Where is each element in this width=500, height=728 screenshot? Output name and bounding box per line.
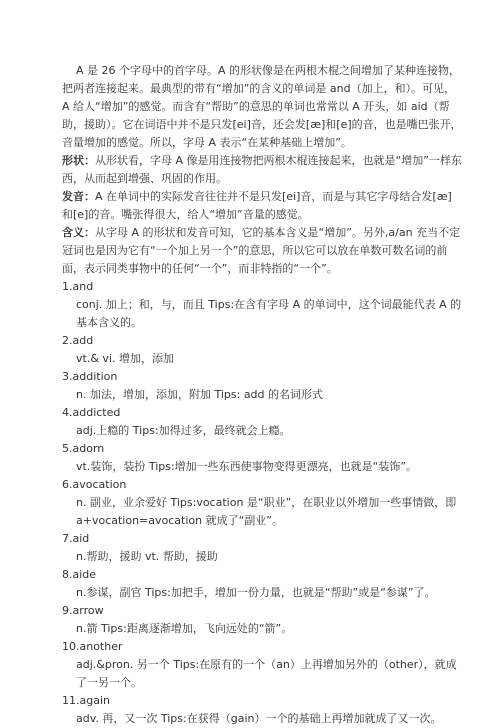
form-paragraph <box>62 152 462 188</box>
list-item <box>62 692 462 728</box>
list-item <box>62 602 462 638</box>
entry-definition: n. 加法，增加，添加，附加 Tips: add 的名词形式 <box>76 388 324 401</box>
entry-definition: n.参谋，副官 Tips:加把手，增加一份力量，也就是“帮助”或是“参谋”了。 <box>76 586 436 599</box>
entry-word: 6.avocation <box>62 478 127 491</box>
entry-definition: conj. 加上；和，与，而且 Tips:在含有字母 A 的单词中，这个词最能代表 A 的基本含义的。 <box>76 298 462 329</box>
entry-word: 5.adorn <box>62 442 105 455</box>
form-text: 从形状看，字母 A 像是用连接物把两根木棍连接起来，也就是“增加”一样东西，从而起到增强、巩固的作用。 <box>62 154 462 185</box>
entry-word: 10.another <box>62 640 123 653</box>
entry-word: 2.add <box>62 334 94 347</box>
entry-definition: vt.装饰，装扮 Tips:增加一些东西使事物变得更漂亮，也就是“装饰”。 <box>76 460 418 473</box>
entry-definition: vt.& vi. 增加，添加 <box>76 352 174 365</box>
list-item <box>62 368 462 404</box>
meaning-label: 含义： <box>62 226 95 239</box>
sound-label: 发音： <box>62 190 95 203</box>
entry-definition: adj.&pron. 另一个 Tips:在原有的一个（an）上再增加另外的（other），就成了一另一个。 <box>76 658 457 689</box>
entry-word: 4.addicted <box>62 406 121 419</box>
intro-section <box>62 62 462 278</box>
entry-definition: n.帮助，援助 vt. 帮助，援助 <box>76 550 218 563</box>
entry-definition: n.箭 Tips:距离逐渐增加，飞向远处的“箭”。 <box>76 622 293 635</box>
entry-word: 9.arrow <box>62 604 104 617</box>
form-label: 形状： <box>62 154 95 167</box>
entry-word: 11.again <box>62 694 110 707</box>
entry-definition: adj.上瘾的 Tips:加得过多，最终就会上瘾。 <box>76 424 291 437</box>
entry-definition: n. 副业，业余爱好 Tips:vocation 是“职业”，在职业以外增加一些事情做，即 a+vocation=avocation 就成了“副业”。 <box>76 496 457 527</box>
word-list <box>62 278 462 728</box>
list-item <box>62 566 462 602</box>
entry-definition: adv. 再，又一次 Tips:在获得（gain）一个的基础上再增加就成了又一次。 <box>76 712 442 725</box>
list-item <box>62 476 462 530</box>
list-item <box>62 440 462 476</box>
entry-word: 3.addition <box>62 370 118 383</box>
list-item <box>62 278 462 332</box>
entry-word: 1.and <box>62 280 94 293</box>
shape-paragraph: A 是 26 个字母中的首字母。A 的形状像是在两根木棍之间增加了某种连接物，把两者连接起来。最典型的带有“增加”的含义的单词是 and（加上，和）。可见，A 给人“增加”的感觉。而含有“帮助”的意思的单词也常常以 A 开头，如 aid（帮助，援助）。它在词语中并不是只发[ei]音，还会发[æ]和[e]的音，也是嘴巴张开，音量增加的感觉。所以，字母 A 表示“在某种基础上增加”。 <box>62 64 462 149</box>
sound-text: A 在单词中的实际发音往往并不是只发[ei]音，而是与其它字母结合发[æ]和[e]的音。嘴张得很大，给人“增加”音量的感觉。 <box>62 190 452 221</box>
entry-word: 8.aide <box>62 568 97 581</box>
sound-paragraph <box>62 188 462 224</box>
list-item <box>62 638 462 692</box>
list-item <box>62 404 462 440</box>
meaning-text: 从字母 A 的形状和发音可知，它的基本含义是“增加”。另外,a/an 充当不定冠词也是因为它有“一个加上另一个”的意思，所以它可以放在单数可数名词的前面，表示同类事物中的任何“一个”，而非特指的“一个”。 <box>62 226 461 275</box>
meaning-paragraph <box>62 224 462 278</box>
list-item <box>62 332 462 368</box>
entry-word: 7.aid <box>62 532 90 545</box>
list-item <box>62 530 462 566</box>
